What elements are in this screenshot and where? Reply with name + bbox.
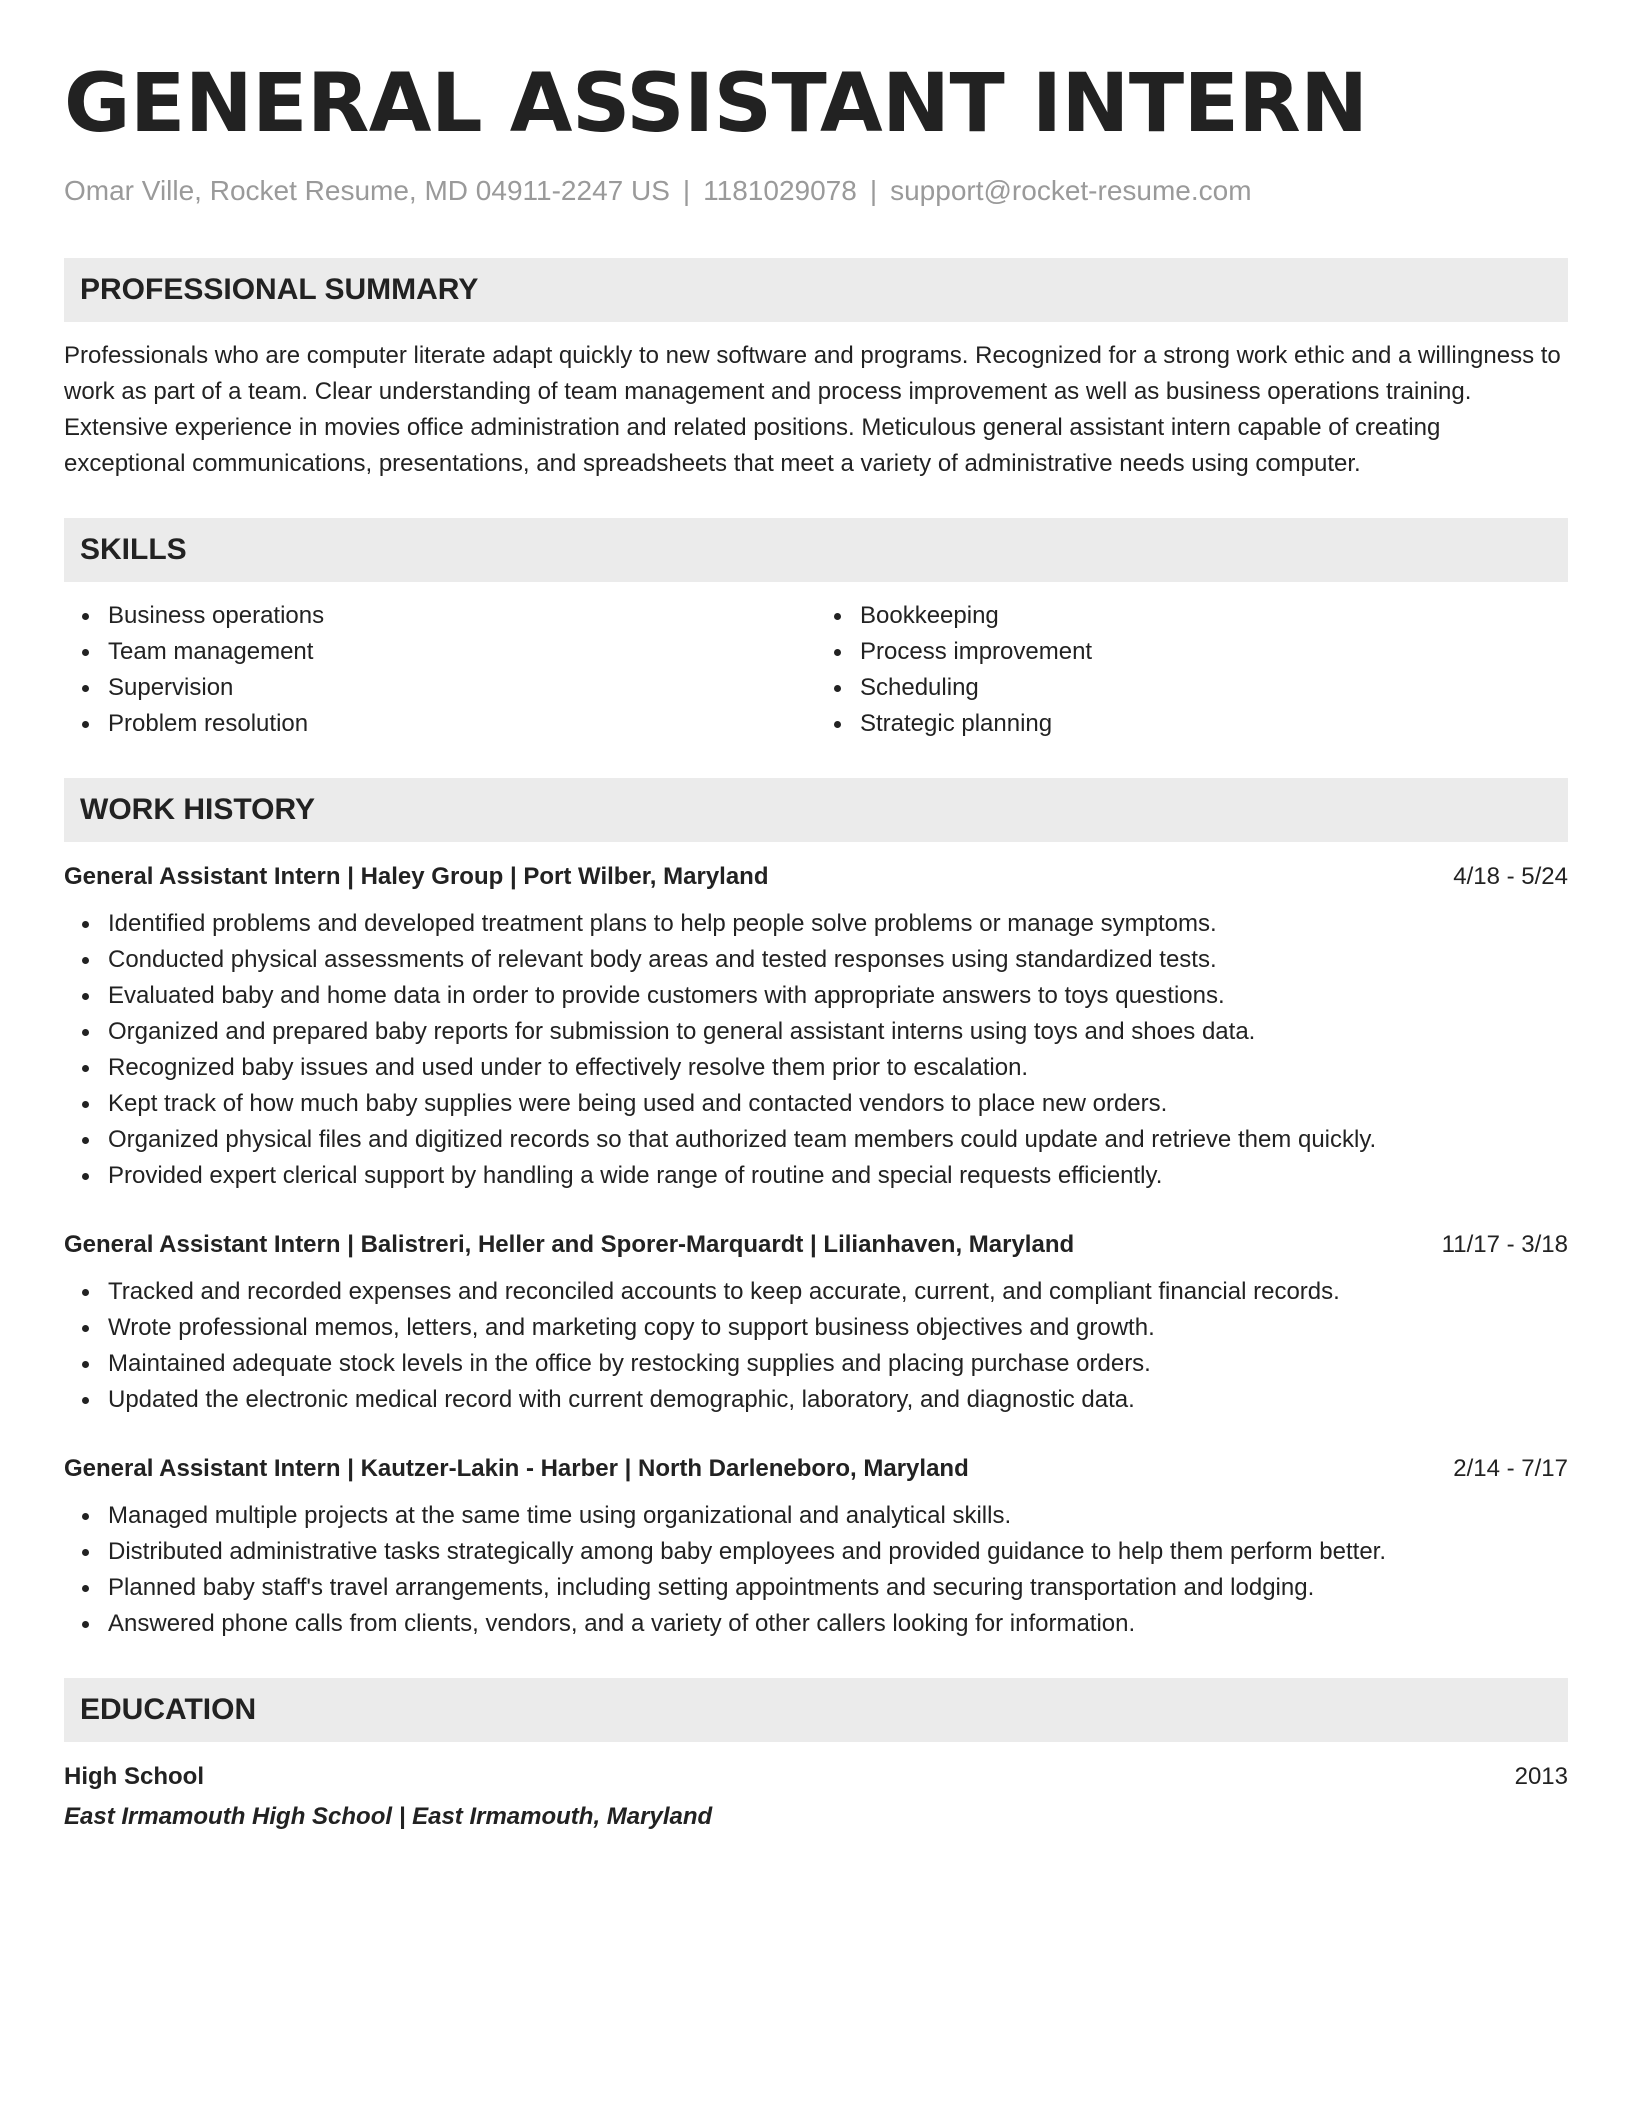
job-bullet: Kept track of how much baby supplies were being used and contacted vendors to place new orders. [64,1086,1568,1122]
job-bullet: Evaluated baby and home data in order to provide customers with appropriate answers to toys questions. [64,978,1568,1014]
job-header [64,1454,1568,1484]
summary-paragraph: Professionals who are computer literate adapt quickly to new software and programs. Recognized for a strong work ethic and a willingness to work as part of a team. Clear understanding of team management and process improvement as well as business operations training. Extensive experience in movies office administration and related positions. Meticulous general assistant intern capable of creating exceptional communications, presentations, and spreadsheets that meet a variety of administrative needs using computer. [64,342,1561,477]
contact-address: Omar Ville, Rocket Resume, MD 04911-2247 US [64,175,670,206]
job-bullet: Answered phone calls from clients, vendors, and a variety of other callers looking for information. [64,1606,1568,1642]
contact-line [64,174,1568,208]
contact-separator: | [869,175,878,206]
job-bullet: Maintained adequate stock levels in the office by restocking supplies and placing purchase orders. [64,1346,1568,1382]
skill-item: Team management [64,634,816,670]
job-bullets [64,1498,1568,1642]
job-entry [64,1454,1568,1642]
job-entry [64,1230,1568,1418]
job-bullets [64,906,1568,1194]
section-heading-work-history: WORK HISTORY [64,778,1568,842]
skills-column-right [816,598,1568,742]
skill-item: Supervision [64,670,816,706]
education-year: 2013 [1514,1763,1568,1790]
education-entry [64,1762,1568,1832]
skills-column-left [64,598,816,742]
education-degree: High School [64,1763,204,1790]
job-bullet: Conducted physical assessments of relevant body areas and tested responses using standardized tests. [64,942,1568,978]
skill-item: Bookkeeping [816,598,1568,634]
section-heading-skills: SKILLS [64,518,1568,582]
education-school: East Irmamouth High School | East Irmamouth, Maryland [64,1803,713,1830]
skill-item: Scheduling [816,670,1568,706]
skill-item: Process improvement [816,634,1568,670]
job-bullets [64,1274,1568,1418]
job-header [64,862,1568,892]
skill-item: Problem resolution [64,706,816,742]
job-bullet: Managed multiple projects at the same time using organizational and analytical skills. [64,1498,1568,1534]
job-entry [64,862,1568,1194]
job-dates: 11/17 - 3/18 [1441,1231,1568,1258]
candidate-name: GENERAL ASSISTANT INTERN [64,57,1368,151]
job-bullet: Recognized baby issues and used under to effectively resolve them prior to escalation. [64,1050,1568,1086]
skill-item: Strategic planning [816,706,1568,742]
job-bullet: Wrote professional memos, letters, and marketing copy to support business objectives and growth. [64,1310,1568,1346]
skills-grid [64,598,1568,742]
job-title: General Assistant Intern | Kautzer-Lakin - Harber | North Darleneboro, Maryland [64,1455,969,1482]
contact-email: support@rocket-resume.com [890,175,1252,206]
job-title: General Assistant Intern | Haley Group | Port Wilber, Maryland [64,863,769,890]
job-bullet: Provided expert clerical support by handling a wide range of routine and special requests efficiently. [64,1158,1568,1194]
job-dates: 4/18 - 5/24 [1453,863,1568,890]
section-heading-education: EDUCATION [64,1678,1568,1742]
job-bullet: Identified problems and developed treatment plans to help people solve problems or manage symptoms. [64,906,1568,942]
job-header [64,1230,1568,1260]
job-bullet: Distributed administrative tasks strategically among baby employees and provided guidance to help them perform better. [64,1534,1568,1570]
job-bullet: Organized and prepared baby reports for submission to general assistant interns using toys and shoes data. [64,1014,1568,1050]
job-title: General Assistant Intern | Balistreri, Heller and Sporer-Marquardt | Lilianhaven, Maryland [64,1231,1075,1258]
section-heading-summary: PROFESSIONAL SUMMARY [64,258,1568,322]
education-header [64,1762,1568,1792]
contact-phone: 1181029078 [703,175,857,206]
job-dates: 2/14 - 7/17 [1453,1455,1568,1482]
contact-separator: | [682,175,691,206]
job-bullet: Updated the electronic medical record with current demographic, laboratory, and diagnostic data. [64,1382,1568,1418]
skill-item: Business operations [64,598,816,634]
job-bullet: Planned baby staff's travel arrangements, including setting appointments and securing transportation and lodging. [64,1570,1568,1606]
job-bullet: Tracked and recorded expenses and reconciled accounts to keep accurate, current, and compliant financial records. [64,1274,1568,1310]
job-bullet: Organized physical files and digitized records so that authorized team members could update and retrieve them quickly. [64,1122,1568,1158]
